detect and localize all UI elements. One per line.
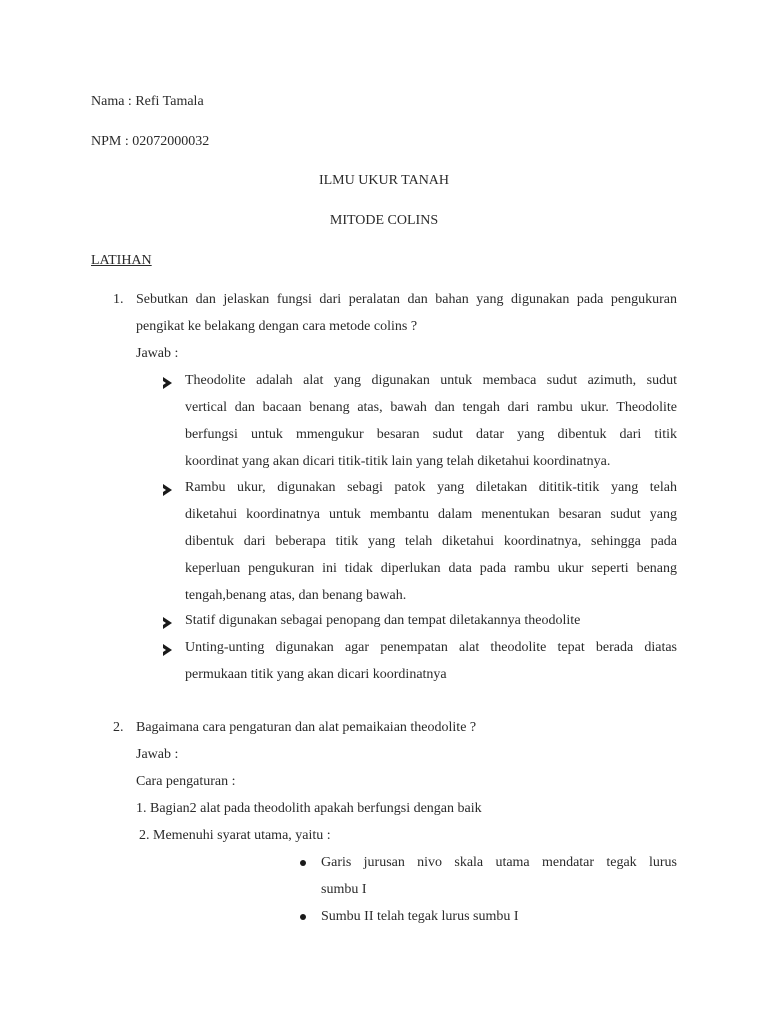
answer-item-line: vertical dan bacaan benang atas, bawah dan tengah dari rambu ukur. Theodolite <box>185 400 677 415</box>
answer-item-line: diketahui koordinatnya untuk membantu dalam menentukan besaran sudut yang <box>185 507 677 522</box>
answer-item-line: Statif digunakan sebagai penopang dan tempat diletakannya theodolite <box>185 613 581 628</box>
bullet-item-line: Garis jurusan nivo skala utama mendatar tegak lurus <box>321 855 677 870</box>
answer-item-line: Unting-unting digunakan agar penempatan alat theodolite tepat berada diatas <box>185 640 677 655</box>
answer-item-line: Theodolite adalah alat yang digunakan untuk membaca sudut azimuth, sudut <box>185 373 677 388</box>
student-name: Nama : Refi Tamala <box>91 94 204 109</box>
arrow-bullet-icon <box>163 484 172 496</box>
answer-item-line: keperluan pengukuran ini tidak diperlukan data pada rambu ukur seperti benang <box>185 561 677 576</box>
step-line: 1. Bagian2 alat pada theodolith apakah berfungsi dengan baik <box>136 801 482 816</box>
bullet-item-line: Sumbu II telah tegak lurus sumbu I <box>321 909 519 924</box>
topic-title: MITODE COLINS <box>329 213 439 228</box>
step-line: 2. Memenuhi syarat utama, yaitu : <box>139 828 331 843</box>
dot-bullet-icon <box>300 914 306 920</box>
sub-label: Cara pengaturan : <box>136 774 236 789</box>
question-text-line: Sebutkan dan jelaskan fungsi dari peralatan dan bahan yang digunakan pada pengukuran <box>136 292 677 307</box>
question-text-line: Bagaimana cara pengaturan dan alat pemaikaian theodolite ? <box>136 720 477 735</box>
answer-item-line: Rambu ukur, digunakan sebagi patok yang diletakan dititik-titik yang telah <box>185 480 677 495</box>
arrow-bullet-icon <box>163 644 172 656</box>
answer-item-line: koordinat yang akan dicari titik-titik lain yang telah diketahui koordinatnya. <box>185 454 611 469</box>
bullet-item-line: sumbu I <box>321 882 367 897</box>
arrow-bullet-icon <box>163 377 172 389</box>
answer-item-line: permukaan titik yang akan dicari koordinatnya <box>185 667 447 682</box>
section-label: LATIHAN <box>91 253 152 268</box>
course-title: ILMU UKUR TANAH <box>318 173 450 188</box>
dot-bullet-icon <box>300 860 306 866</box>
question-number: 1. <box>113 292 124 307</box>
student-npm: NPM : 02072000032 <box>91 134 210 149</box>
answer-label: Jawab : <box>136 747 179 762</box>
question-text-line: pengikat ke belakang dengan cara metode colins ? <box>136 319 418 334</box>
question-number: 2. <box>113 720 124 735</box>
answer-item-line: berfungsi untuk mmengukur besaran sudut datar yang dibentuk dari titik <box>185 427 677 442</box>
answer-item-line: dibentuk dari beberapa titik yang telah diketahui koordinatnya, sehingga pada <box>185 534 677 549</box>
arrow-bullet-icon <box>163 617 172 629</box>
answer-label: Jawab : <box>136 346 179 361</box>
answer-item-line: tengah,benang atas, dan benang bawah. <box>185 588 407 603</box>
